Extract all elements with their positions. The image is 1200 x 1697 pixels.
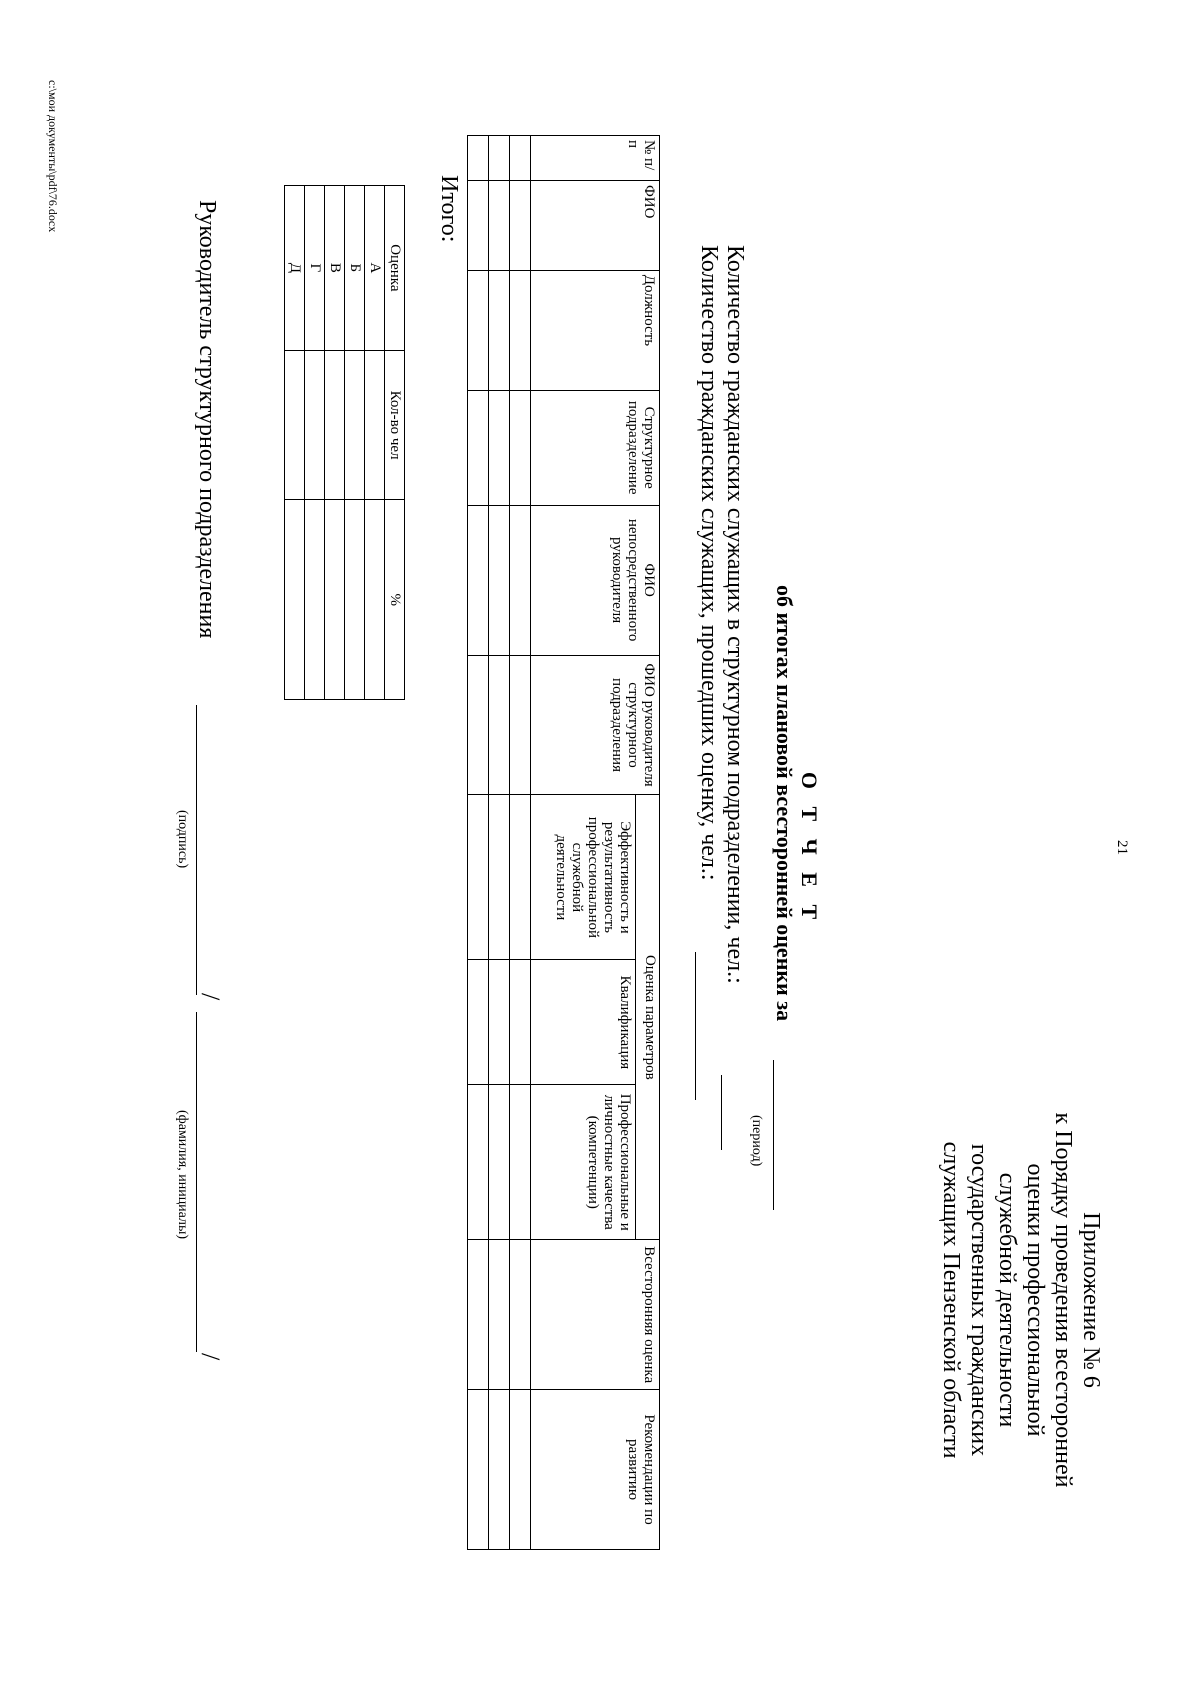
table-row [489, 136, 510, 1550]
col-qualification-header: Квалификация [531, 960, 636, 1085]
name-caption: (фамилия, инициалы) [175, 1110, 190, 1240]
table-row [510, 136, 531, 1550]
appendix-line: Приложение № 6 [1078, 1212, 1104, 1388]
grades-header-count: Кол-во чел [385, 350, 405, 500]
passed-count-underline [695, 952, 696, 1100]
grade-label: А [365, 186, 385, 351]
col-recommendations-header: Рекомендации по развитию [531, 1390, 660, 1550]
signature-slash: / [196, 993, 225, 1001]
total-label: Итого: [436, 175, 462, 243]
appendix-line: оценки профессиональной [1022, 1163, 1048, 1437]
col-effectiveness-header: Эффективность и результативность профессиональной служебной деятельности [531, 795, 636, 960]
report-table [467, 135, 660, 1550]
appendix-line: государственных гражданских [966, 1143, 992, 1457]
col-overall-header: Всесторонняя оценка [531, 1240, 660, 1390]
total-count-label: Количество гражданских служащих в структурном подразделении, чел.: [722, 245, 748, 984]
passed-count-label: Количество гражданских служащих, прошедших оценку, чел.: [696, 245, 722, 881]
report-title: О Т Ч Е Т [797, 771, 822, 926]
grade-label: Д [285, 186, 305, 351]
grades-table [284, 185, 405, 700]
unit-head-label: Руководитель структурного подразделения [194, 200, 220, 639]
col-unit-header: Структурное подразделение [531, 390, 660, 505]
table-row [305, 186, 325, 700]
grade-label: Б [345, 186, 365, 351]
table-row [345, 186, 365, 700]
table-row [365, 186, 385, 700]
col-direct-head-header: ФИО непосредственного руководителя [531, 505, 660, 655]
table-row [325, 186, 345, 700]
col-fio-header: ФИО [531, 180, 660, 270]
file-path-footer: c:\мои документы\pdf\76.docx [46, 80, 60, 233]
col-number-header: № п/п [531, 136, 660, 181]
report-subtitle: об итогах плановой всесторонней оценки за [772, 585, 797, 1022]
appendix-header [937, 1080, 1105, 1520]
appendix-line: служебной деятельности [994, 1172, 1020, 1428]
page-number: 21 [1114, 840, 1130, 855]
table-row [285, 186, 305, 700]
col-unit-head-header: ФИО руководителя структурного подразделения [531, 655, 660, 795]
grade-label: Г [305, 186, 325, 351]
signature-caption: (подпись) [175, 810, 190, 869]
signature-line [196, 705, 197, 995]
col-position-header: Должность [531, 270, 660, 390]
name-line [196, 1012, 197, 1352]
appendix-line: к Порядку проведения всесторонней [1050, 1112, 1076, 1488]
total-count-underline [721, 1075, 722, 1150]
col-competencies-header: Профессиональные и личностные качества (компетенции) [531, 1085, 636, 1240]
appendix-line: служащих Пензенской области [938, 1141, 964, 1459]
signature-slash: / [196, 1353, 225, 1361]
table-row [468, 136, 489, 1550]
grades-header-grade: Оценка [385, 186, 405, 351]
col-params-group-header: Оценка параметров [636, 795, 660, 1240]
period-underline [773, 1060, 774, 1210]
grades-header-percent: % [385, 500, 405, 700]
period-caption: (период) [749, 1115, 764, 1167]
grade-label: В [325, 186, 345, 351]
